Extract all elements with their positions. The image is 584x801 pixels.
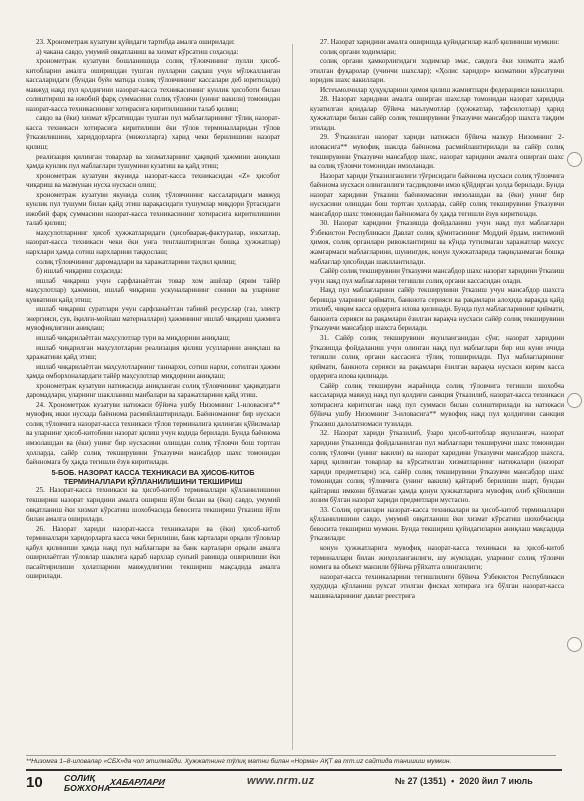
page-number: 10 [26, 774, 43, 791]
footnote-divider [26, 755, 556, 756]
paragraph: ишлаб чиқариш учун сарфланаётган товар хом ашёлар (ярим тайёр маҳсулотлар) ҳажмини, ишлаб чиқариш ускуналарининг сонини ва уларнинг қувватини қайд этиш; [26, 276, 280, 304]
paragraph: 29. Ўтказилган назорат хариди натижаси бўйича мазкур Низомнинг 2-иловасига** мувофиқ шаклда баённома расмийлаштирилади ва сайёр солиқ текширувини ўтказувчи мансабдор шахс, назорат харидини амалга оширган шахс ва солиқ тўловчи томонидан имзоланади. [310, 133, 564, 171]
issue-number: № 27 (1351) [395, 776, 447, 786]
paragraph: Назорат хариди ўтказилганлиги тўғрисидаги баённома нусхаси солиқ тўловчига баённома нусхаси олинганлиги тасдиқловчи имзо қўйдирган ҳолда берилади. Бунда назорат харидини ўтказиш баённомасини имзолашдан ва (ёки) унинг бир нусхасини олишдан бош тортган ҳолларда, сайёр солиқ текширувини ўтказувчи мансабдор шахс томонидан баённомага бу ҳақда тегишли ёзув киритилади. [310, 171, 564, 218]
paragraph: хронометраж кузатуви якунида назорат-касса техникасидан «Z» ҳисобот чиқариш ва мазмунан нусха нусхаси олиш; [26, 171, 280, 190]
paragraph: маҳсулотларнинг ҳисоб ҳужжатларидаги (ҳисобварақ-фактуралар, юкхатлар, назорат-касса техникаси чеки ёки унга тенглаштирилган бошқа ҳужжатлар) нархлари ҳамда сотиш нархларини таққослаш; [26, 228, 280, 257]
footer-rule [26, 769, 562, 771]
paragraph: назорат-касса техникаларини тегишлилиги бўйича Ўзбекистон Республикаси худудида қўлланиш рухсат этилган фискал хотираға эга бўлган назорат-касса машиналарининг давлат реестрига [310, 572, 564, 600]
paragraph: 24. Хронометраж кузатуви натижаси бўйича ушбу Низомнинг 1-иловасига** мувофиқ икки нусхада баённома расмийлаштирилади. Баённоманинг бир нусхаси солиқ тўловчига назорат-касса техникаси тўлов терминалига қилинган қўйилмалар ва уларнинг ҳисоб-китобини назорат қилиш учун кодида берилади. Бунда баённома имзолашдан ва (ёки) унинг бир нусхасини олишдан солиқ тўловчи бош тортган ҳолларда, сайёр солиқ текширувини ўтказувчи мансабдор шахс томонидан баённомага бу ҳақда тегишли ёзув киритилади. [26, 400, 280, 467]
paragraph: ишлаб чиқарилаётган маҳсулотлар тури ва миқдорини аниқлаш; [36, 333, 230, 342]
paragraph: 23. Хронометраж кузатуви қуйидаги тартибда амалга оширилади: [36, 38, 235, 46]
paragraph: ишлаб чиқариш суратлари учун сарфланаётган табиий ресурслар (газ, электр энергияси, сув, ёқилғи-мойлаш материаллари) ҳажмининг ишлаб чиқариш ҳажмига мувофиқлигини аниқлаш; [26, 305, 280, 333]
paragraph: хронометраж кузатуви якунида солиқ тўловчининг кассаларидаги мавжуд кунлик пул тушуми билан қайд этиш варақасидаги тушумлар миқдори ўртасидаги ижобий фарқ суммасини назорат-касса техникасининг хотирасига киритилишини талаб қилиш; [26, 190, 280, 228]
paragraph: а) чакана савдо, умумий овқатланиш ва хизмат кўрсатиш соҳасида: [36, 47, 239, 56]
publication-logo [64, 773, 166, 793]
binder-hole-middle [567, 393, 582, 408]
paragraph: солиқ органи ходимлари; [320, 47, 397, 56]
paragraph: 33. Солиқ органлари назорат-касса техникалари ва ҳисоб-китоб терминаллари қўлланилишини савдо, умумий овқатланиш ёки хизмат кўрсатиш шохобчасида бевосита текшириш мумкин. Бунда текшириш қуйидагиларни аниқлаш мақсадида ўтказилади: [310, 505, 564, 543]
paragraph: Нақд пул маблағларини сайёр текширувини ўтказиш учун мансабдор шахсга беришда уларнинг қиймати, банкнота серияси ва рақамлари алоҳида варақда қайд этилиб, чиқим касса ордерига илова қилинади. Бунда пул маблағларининг қиймати, банкнота серияси ва рақамлари ёзилган варақча нусхаси сайёр солиқ текширувини ўтказувчи мансабдор шахсга берилади. [310, 286, 564, 333]
logo-line-3: ХАБАРЛАРИ [109, 777, 166, 787]
paragraph: б) ишлаб чиқариш соҳасида: [36, 267, 123, 276]
paragraph: хронометраж кузатуви натижасида аниқланган солиқ тўловчининг ҳақиқатдаги даромадлари, уларнинг шаклланиш манбалари ва харажатларини қайд этиш. [26, 381, 280, 400]
paragraph: 27. Назорат харидини амалга оширишда қуйидагилар жалб қилиниши мумкин: [320, 38, 560, 46]
paragraph: конун ҳужжатларига мувофиқ назорат-касса техникаси ва ҳисоб-китоб терминаллари билан жиҳозланганлиги, шу жумладан, уларнинг солиқ тўловчи номига ва объект манзили бўйича рўйхатга олинганлиги; [310, 543, 564, 572]
issue-info: № 27 (1351) • 2020 йил 7 июль [395, 776, 533, 786]
paragraph: савдо ва (ёки) хизмат кўрсатишдан тушган пул маблағларининг тўлиқ назорат-касса техникаси хотирасига киритилиши ёки тўлов терминалларидан тўлов ўтказилишини, хариддорларга (мижозларга) харид чеки берилишини назорат қилиш; [26, 114, 280, 152]
paragraph: 28. Назорат харидини амалга оширган шахслар томонидан назорат харидида кузатилган қоидалар бўйича маълумотлар (ҳужжатлар, тафсилотлар) ҳарид ҳужжатлари билан сайёр солиқ текширувини ўтказувчи мансабдор шахсга тақдим этилади. [310, 95, 564, 132]
paragraph: 26. Назорат хариди назорат-касса техникалари ва (ёки) ҳисоб-китоб терминаллари харидорларга касса чеки берилиши, банк карталари орқали тўловлар қабул қилиниши ҳамда нақд пул маблағлари ва банк карталари орқали амалга оширилаётган тўловлар шаклига қараб нархлар сунъий равишда оширилиши ёки пасайтирилиши ҳолатларини мавжудлигини текшириш мақсадида амалга оширилади. [26, 524, 280, 581]
right-text-column [310, 38, 564, 601]
paragraph: солиқ тўловчининг даромадлари ва харажатларини таҳлил қилиш; [36, 257, 236, 266]
paragraph: Истеъмолчилар ҳуқуқларини ҳимоя қилиш жамиятлари федерацияси вакиллари. [320, 85, 564, 94]
footnote: **Низомга 1–8-иловалар «СБХ»да чоп этилмайди. Ҳужжатнинг тўлиқ матни билан «Норма» АҚТ ва nrm.uz сайтида танишиш мумкин. [26, 758, 452, 765]
issue-date: 2020 йил 7 июль [459, 776, 533, 786]
paragraph: хронометраж кузатуви бошланишида солиқ тўловчининг пулли ҳисоб-китобларни амалга оширишдан тушган пулларни сақлаш учун мўлжалланган кассаларидаги (бундан буён матнда солиқ тўловчининг кассалари деб юритилади) мавжуд нақд пул қолдиғини назорат-касса техникасининг кунлик ҳисоботи билан солиштириш ва ижобий фарқ суммасини солиқ тўловчи (унинг вакили) томонидан назорат-касса техникасининг хотирасига киритилишини талаб қилиш; [26, 57, 280, 113]
left-text-column [26, 38, 280, 582]
paragraph: 31. Сайёр солиқ текширувини якунланганидан сўнг, назорат харидини ўтказишда фойдаланиш учун олинган нақд пул маблағлари бир иш куни ичида тегишли солиқ органи кассасига тўлиқ топширилади. Пул маблағларининг қиймати, банкнота серияси ва рақамлари ёзилган варақча нусхаси кирим касса ордерига илова қилинади. [310, 333, 564, 381]
column-divider [292, 44, 293, 750]
paragraph: 30. Назорат харидини ўтказишда фойдаланиш учун нақд пул маблағлари Ўзбекистон Республикаси Давлат солиқ қўмитасининг Моддий ёрдам, ижтимоий ҳимоя, солиқ органлари ривожлантириш ва кўнда тутилмаган харажатлар махсус жамғармаси маблағларини, шунингдек, конун ҳужжатларида тақиқланмаган бошқа маблағлар ҳисобидан шакллантилади. [310, 219, 564, 266]
binder-hole-bottom [567, 637, 582, 652]
paragraph: Сайёр солиқ текширувини ўтказувчи мансабдор шахс назорат харидини ўтказиш учун нақд пул маблағларини тегишли солиқ органи кассасидан олади. [310, 267, 565, 285]
paragraph: солиқ органи ҳамкорлигидаги ходимлар эмас, савдога ёки хизматга жалб этилган фуқаролар (учинчи шахслар); «Ҳолис харидор» кизматини кўрсатувчи юридик шахс вакиллари. [310, 57, 564, 85]
logo-line-2: БОЖХОНА [64, 783, 111, 793]
paragraph: Сайёр солиқ текшируви жараёнида солиқ тўловчига тегишли шохобча кассаларида мавжуд нақд пул қолдиғи санкция ўтказилиб, назорат-касса техникаси хотирасига киритилган нақд пул суммаси билан солиштирилади ва натижаси бўйича ушбу Низомнинг 3-иловасига** мувофиқ нақд пул қолдиғини санкция ўтказиш далолатномаси тузилади. [310, 381, 564, 428]
page-footer [0, 769, 584, 797]
section-heading: 5-БОБ. НАЗОРАТ КАССА ТЕХНИКАСИ ВА ҲИСОБ-КИТОБ ТЕРМИНАЛЛАРИ ҚЎЛЛАНИЛИШИНИ ТЕКШИРИШ [51, 467, 255, 487]
paragraph: ишлаб чиқарилган маҳсулотларни реализация қилиш усулларини аниқлаш ва ҳаражатини қайд этиш; [26, 343, 280, 362]
paragraph: 25. Назорат-касса техникаси ва ҳисоб-китоб терминаллари қўлланилишини текшириш назорат харидини амалга ошириш йўли билан ва (ёки) савдо, умумий овқатланиш ёки хизмат кўрсатиш шохобчасида бевосита текшириш ўтказиш йўли билан амалга оширилади. [26, 486, 280, 524]
paragraph: ишлаб чиқарилаётган маҳсулотларнинг таннархи, сотиш нархи, сотилган ҳажми ҳамда омборхоналардаги тайёр маҳсулотлар миқдорини аниқлаш; [26, 362, 280, 381]
logo-line-1: СОЛИҚ [64, 773, 96, 783]
paragraph: 32. Назорат хариди ўтказилиб, ўзаро ҳисоб-китоблар якунлангач, назорат харидини ўтказишда фойдаланилган пул маблағлари текширувчи шахс томонидан солиқ тўловчи (унинг вакили) ва назорат харидини ўтказувчи мансабдор шахсга, харид қилинган товарлар ва кўрсатилган хизматларнинг натижалари (назорат хариди предметлари) эса, сайёр солиқ текширувини ўтказувчи мансабдор шахс томонидан солиқ тўловчига (унинг вакили) қайтариб берилиши шарт, бундан қайтариш имкони бўлмаган ҳамда қонун ҳужжатларига мувофиқ олиб қўйилиши лозим бўлган назорат хариди предметлари мустасно. [310, 429, 564, 505]
website-link[interactable]: www.nrm.uz [247, 775, 315, 787]
paragraph: реализация қилинган товарлар ва хизматларнинг ҳақиқий ҳажмини аниқлаш ҳамда кунлик пул маблағлари тушумини кузатиш ва қайд этиш; [26, 152, 280, 171]
binder-hole-top [567, 152, 582, 167]
